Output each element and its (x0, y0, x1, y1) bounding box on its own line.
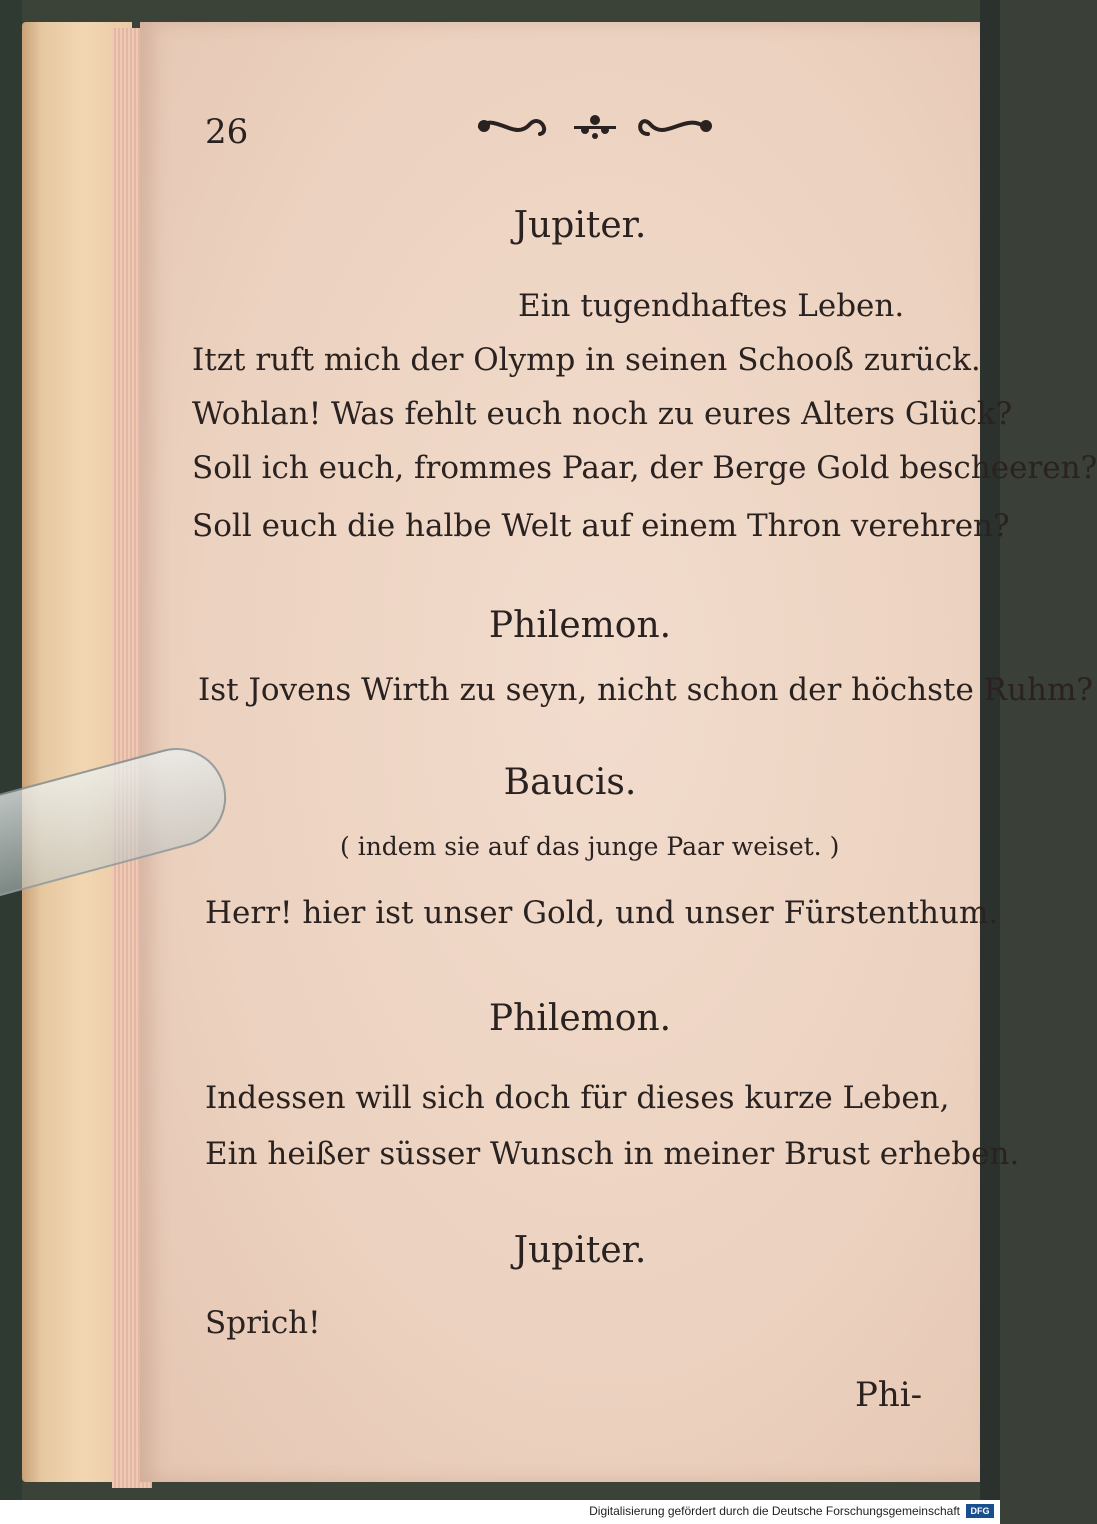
ornament-icon (470, 102, 720, 152)
catchword: Phi- (855, 1375, 923, 1415)
verse-line: Soll euch die halbe Welt auf einem Thron verehren? (192, 508, 1010, 544)
verse-line: Indessen will sich doch für dieses kurze Leben, (205, 1080, 950, 1116)
verse-line: Ist Jovens Wirth zu seyn, nicht schon der höchste Ruhm? (198, 672, 1093, 708)
footer-bar (0, 1500, 1000, 1524)
speaker-baucis: Baucis. (503, 762, 637, 803)
speaker-jupiter-2: Jupiter. (513, 1230, 647, 1271)
speaker-philemon-2: Philemon. (488, 998, 672, 1039)
speaker-jupiter-1: Jupiter. (513, 205, 647, 246)
verse-line: Wohlan! Was fehlt euch noch zu eures Alters Glück? (192, 396, 1013, 432)
stage-direction: ( indem sie auf das junge Paar weiset. ) (340, 832, 840, 861)
verse-line: Herr! hier ist unser Gold, und unser Fürstenthum. (205, 895, 999, 931)
page-number: 26 (205, 112, 249, 152)
verse-line: Sprich! (205, 1305, 321, 1341)
verse-line: Ein heißer süsser Wunsch in meiner Brust erheben. (205, 1136, 1020, 1172)
verse-line: Ein tugendhaftes Leben. (518, 288, 905, 324)
verse-line: Itzt ruft mich der Olymp in seinen Schooß zurück. (192, 342, 981, 378)
footer-credit: Digitalisierung gefördert durch die Deutsche Forschungsgemeinschaft (589, 1504, 960, 1518)
dfg-logo: DFG (966, 1504, 994, 1518)
verse-line: Soll ich euch, frommes Paar, der Berge Gold bescheeren? (192, 450, 1097, 486)
speaker-philemon-1: Philemon. (488, 605, 672, 646)
